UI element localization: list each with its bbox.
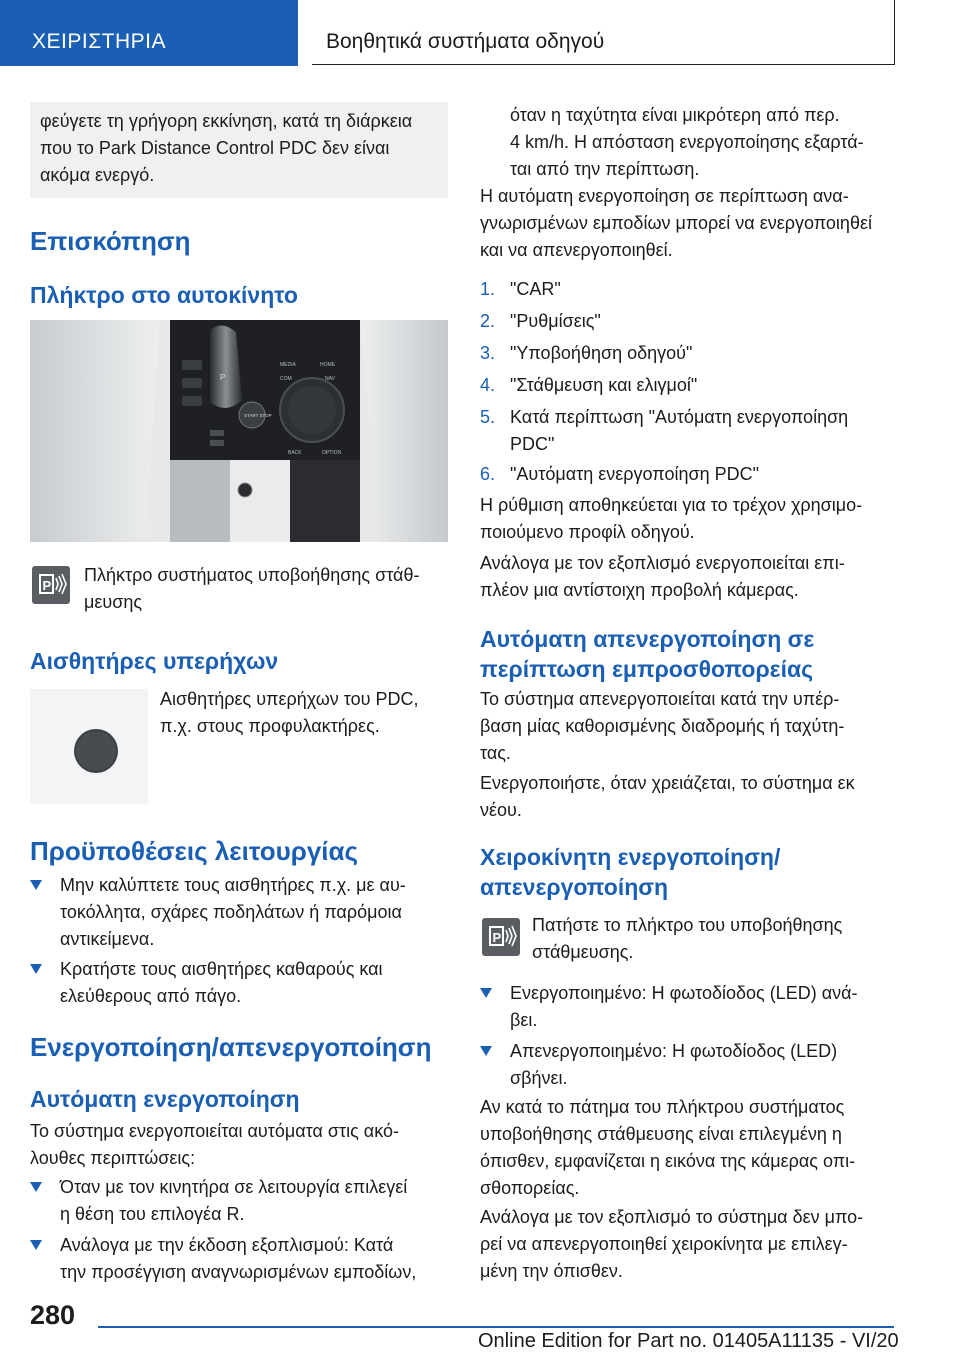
text-line: Ανάλογα με τον εξοπλισμό το σύστημα δεν μπο-	[480, 1207, 864, 1227]
pdc-button-icon	[32, 566, 70, 604]
sensors-text	[160, 686, 460, 740]
text-line: σθοπορείας.	[480, 1178, 580, 1198]
svg-text:OPTION: OPTION	[322, 450, 342, 456]
heading-button-in-car: Πλήκτρο στο αυτοκίνητο	[30, 282, 298, 308]
list-item	[480, 980, 930, 1034]
auto-line: λουθες περιπτώσεις:	[30, 1148, 196, 1168]
text-line: υποβοήθησης στάθμευσης είναι επιλεγμένη η	[480, 1124, 842, 1144]
bullet-line: βει.	[510, 1010, 538, 1030]
bullet-icon	[480, 988, 492, 998]
paragraph	[480, 550, 930, 604]
text-line: ποιούμενο προφίλ οδηγού.	[480, 522, 695, 542]
caption-line: Πλήκτρο συστήματος υποβοήθησης στάθ-	[84, 565, 420, 585]
sensors-line: π.χ. στους προφυλακτήρες.	[160, 716, 380, 736]
text-line: γνωρισμένων εμποδίων μπορεί να ενεργοποιηθεί	[480, 213, 872, 233]
list-item	[30, 956, 460, 1010]
heading-overview: Επισκόπηση	[30, 226, 191, 256]
step-item	[480, 340, 930, 367]
section-tab	[0, 0, 298, 66]
step-number: 2.	[480, 311, 496, 331]
svg-text:BACK: BACK	[288, 450, 302, 456]
bullet-line: Όταν με τον κινητήρα σε λειτουργία επιλεγεί	[60, 1177, 408, 1197]
step-text: "CAR"	[510, 279, 561, 299]
bullet-line: ελεύθερους από πάγο.	[60, 986, 242, 1006]
text-line: Η αυτόματη ενεργοποίηση σε περίπτωση ανα-	[480, 186, 849, 206]
info-line: που το Park Distance Control PDC δεν είναι	[40, 138, 390, 158]
info-line: φεύγετε τη γρήγορη εκκίνηση, κατά τη διάρκεια	[40, 111, 413, 131]
step-item	[480, 308, 930, 335]
text-line: ται από την περίπτωση.	[510, 159, 700, 179]
button-caption	[84, 562, 454, 616]
text-line: Το σύστημα απενεργοποιείται κατά την υπέρ-	[480, 689, 840, 709]
footer-divider	[98, 1326, 894, 1328]
text-line: όπισθεν, εμφανίζεται η εικόνα της κάμερας οπι-	[480, 1151, 856, 1171]
step-text: "Στάθμευση και ελιγμοί"	[510, 375, 698, 395]
bullet-icon	[30, 1182, 42, 1192]
text-line: Η ρύθμιση αποθηκεύεται για το τρέχον χρησιμο-	[480, 495, 863, 515]
step-number: 3.	[480, 343, 496, 363]
bullet-icon	[30, 1240, 42, 1250]
chapter-title: Βοηθητικά συστήματα οδηγού	[326, 30, 605, 53]
bullet-line: Απενεργοποιημένο: Η φωτοδίοδος (LED)	[510, 1041, 838, 1061]
bullet-line: Μην καλύπτετε τους αισθητήρες π.χ. με αυ-	[60, 875, 406, 895]
svg-text:MEDIA: MEDIA	[280, 362, 296, 368]
paragraph	[480, 492, 930, 546]
heading-ultrasonic-sensors: Αισθητήρες υπερήχων	[30, 648, 279, 674]
svg-text:HOME: HOME	[320, 362, 335, 368]
step-item	[480, 404, 930, 458]
text-line: 4 km/h. Η απόσταση ενεργοποίησης εξαρτά-	[510, 132, 864, 152]
svg-text:P: P	[42, 578, 52, 593]
chapter-header	[312, 0, 895, 65]
step-number: 5.	[480, 407, 496, 427]
bullet-icon	[30, 964, 42, 974]
bullet-line: την προσέγγιση αναγνωρισμένων εμποδίων,	[60, 1262, 417, 1282]
bullet-icon	[30, 880, 42, 890]
bullet-line: Ενεργοποιημένο: Η φωτοδίοδος (LED) ανά-	[510, 983, 858, 1003]
bullet-line: Ανάλογα με την έκδοση εξοπλισμού: Κατά	[60, 1235, 394, 1255]
console-photo	[30, 320, 448, 542]
list-item	[480, 1038, 930, 1092]
step-number: 1.	[480, 279, 496, 299]
heading-line: Αυτόματη απενεργοποίηση σε	[480, 626, 815, 652]
text-line: ρεί να απενεργοποιηθεί χειροκίνητα με επιλεγ-	[480, 1234, 848, 1254]
paragraph	[480, 686, 930, 767]
text-line: πλέον μια αντίστοιχη προβολή κάμερας.	[480, 580, 799, 600]
manual-text	[532, 912, 932, 966]
paragraph	[480, 1094, 930, 1202]
paragraph	[480, 770, 930, 824]
heading-line: Χειροκίνητη ενεργοποίηση/	[480, 844, 781, 870]
text-line: Ενεργοποιήστε, όταν χρειάζεται, το σύστημα εκ	[480, 773, 855, 793]
paragraph	[480, 183, 930, 264]
bullet-line: η θέση του επιλογέα R.	[60, 1204, 245, 1224]
caption-line: μευσης	[84, 592, 143, 612]
bullet-line: Κρατήστε τους αισθητήρες καθαρούς και	[60, 959, 383, 979]
bullet-line: αντικείμενα.	[60, 929, 155, 949]
step-item	[480, 461, 930, 488]
sensor-image	[30, 689, 148, 804]
step-text: Κατά περίπτωση "Αυτόματη ενεργοποίηση	[510, 407, 849, 427]
page-number: 280	[30, 1300, 76, 1330]
auto-text	[30, 1118, 460, 1172]
text-line: Αν κατά το πάτημα του πλήκτρου συστήματος	[480, 1097, 845, 1117]
svg-text:P: P	[220, 373, 226, 382]
pdc-button-icon	[482, 918, 520, 956]
section-title: ΧΕΙΡΙΣΤΗΡΙΑ	[32, 30, 167, 53]
text-line: στάθμευσης.	[532, 942, 634, 962]
step-item	[480, 372, 930, 399]
svg-text:P: P	[492, 930, 502, 945]
text-line: και να απενεργοποιηθεί.	[480, 240, 673, 260]
svg-text:NAV: NAV	[325, 376, 335, 382]
step-text: "Αυτόματη ενεργοποίηση PDC"	[510, 464, 760, 484]
heading-auto-deactivation	[480, 624, 930, 684]
step-number: 6.	[480, 464, 496, 484]
list-item	[30, 872, 460, 953]
step-item	[480, 276, 930, 303]
step-text: PDC"	[510, 434, 555, 454]
text-line: όταν η ταχύτητα είναι μικρότερη από περ.	[510, 105, 840, 125]
text-line: Πατήστε το πλήκτρο του υποβοήθησης	[532, 915, 843, 935]
heading-activation: Ενεργοποίηση/απενεργοποίηση	[30, 1032, 432, 1062]
step-text: "Ρυθμίσεις"	[510, 311, 601, 331]
heading-line: απενεργοποίηση	[480, 874, 669, 900]
step-text: "Υποβοήθηση οδηγού"	[510, 343, 693, 363]
svg-text:START STOP: START STOP	[244, 413, 272, 418]
info-line: ακόμα ενεργό.	[40, 165, 155, 185]
svg-text:COM: COM	[280, 376, 292, 382]
bullet-line: τοκόλλητα, σχάρες ποδηλάτων ή παρόμοια	[60, 902, 402, 922]
bullet-icon	[480, 1046, 492, 1056]
heading-line: περίπτωση εμπροσθοπορείας	[480, 656, 814, 682]
heading-manual-activation	[480, 842, 930, 902]
heading-prerequisites: Προϋποθέσεις λειτουργίας	[30, 836, 359, 866]
continued-text	[510, 102, 930, 183]
step-number: 4.	[480, 375, 496, 395]
text-line: βαση μίας καθορισμένης διαδρομής ή ταχύτη-	[480, 716, 845, 736]
auto-line: Το σύστημα ενεργοποιείται αυτόματα στις ακό-	[30, 1121, 399, 1141]
info-box	[30, 102, 448, 198]
edition-text: Online Edition for Part no. 01405A11135 - VI/20	[478, 1330, 899, 1352]
text-line: Ανάλογα με τον εξοπλισμό ενεργοποιείται επι-	[480, 553, 845, 573]
bullet-line: σβήνει.	[510, 1068, 568, 1088]
paragraph	[480, 1204, 930, 1285]
text-line: μένη την όπισθεν.	[480, 1261, 623, 1281]
heading-auto-activation: Αυτόματη ενεργοποίηση	[30, 1086, 300, 1112]
text-line: νέου.	[480, 800, 522, 820]
list-item	[30, 1174, 460, 1228]
list-item	[30, 1232, 460, 1286]
text-line: τας.	[480, 743, 511, 763]
sensors-line: Αισθητήρες υπερήχων του PDC,	[160, 689, 419, 709]
